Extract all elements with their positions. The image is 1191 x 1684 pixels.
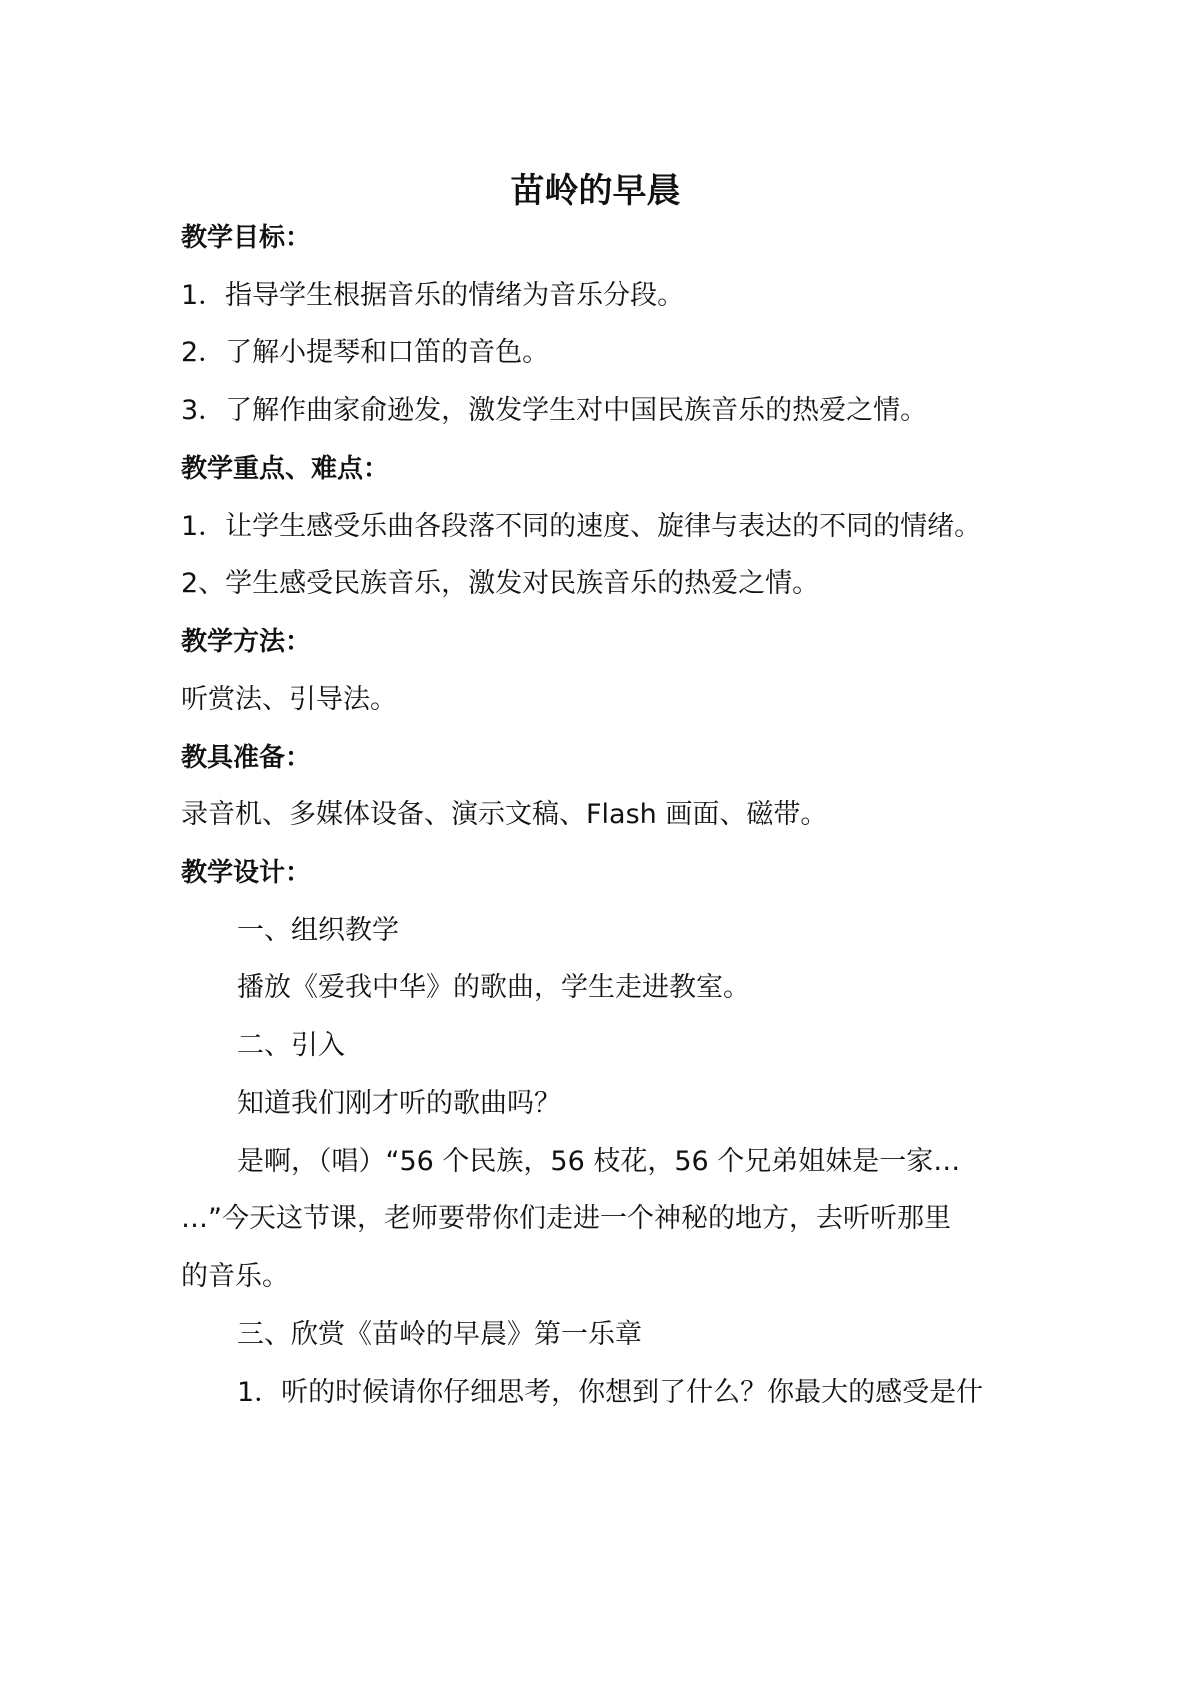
step-1-title: 一、组织教学 [237,915,399,946]
step-2-paragraph-line-1: 是啊，（唱）“56 个民族，56 枝花，56 个兄弟姐妹是一家… [237,1146,961,1177]
aids-text: 录音机、多媒体设备、演示文稿、Flash 画面、磁带。 [181,799,828,830]
objective-3: 3．了解作曲家俞逊发，激发学生对中国民族音乐的热爱之情。 [181,395,928,426]
step-1-text: 播放《爱我中华》的歌曲，学生走进教室。 [237,972,750,1003]
objective-1: 1．指导学生根据音乐的情绪为音乐分段。 [181,280,685,311]
objective-2: 2．了解小提琴和口笛的音色。 [181,337,550,368]
key-point-1: 1．让学生感受乐曲各段落不同的速度、旋律与表达的不同的情绪。 [181,511,982,542]
step-3-item-1: 1．听的时候请你仔细思考，你想到了什么？你最大的感受是什 [237,1377,984,1408]
step-2-paragraph-line-3: 的音乐。 [181,1261,289,1292]
step-2-question: 知道我们刚才听的歌曲吗？ [237,1088,561,1119]
aids-heading: 教具准备： [181,743,312,773]
objectives-heading: 教学目标： [181,223,312,253]
step-2-paragraph-line-2: …”今天这节课，老师要带你们走进一个神秘的地方，去听听那里 [181,1203,951,1234]
key-point-2: 2、学生感受民族音乐，激发对民族音乐的热爱之情。 [181,568,820,599]
methods-text: 听赏法、引导法。 [181,684,397,715]
step-3-title: 三、欣赏《苗岭的早晨》第一乐章 [237,1319,642,1350]
step-2-title: 二、引入 [237,1030,345,1061]
key-points-heading: 教学重点、难点： [181,454,390,484]
design-heading: 教学设计： [181,858,312,888]
methods-heading: 教学方法： [181,627,312,657]
page-title: 苗岭的早晨 [510,171,681,211]
